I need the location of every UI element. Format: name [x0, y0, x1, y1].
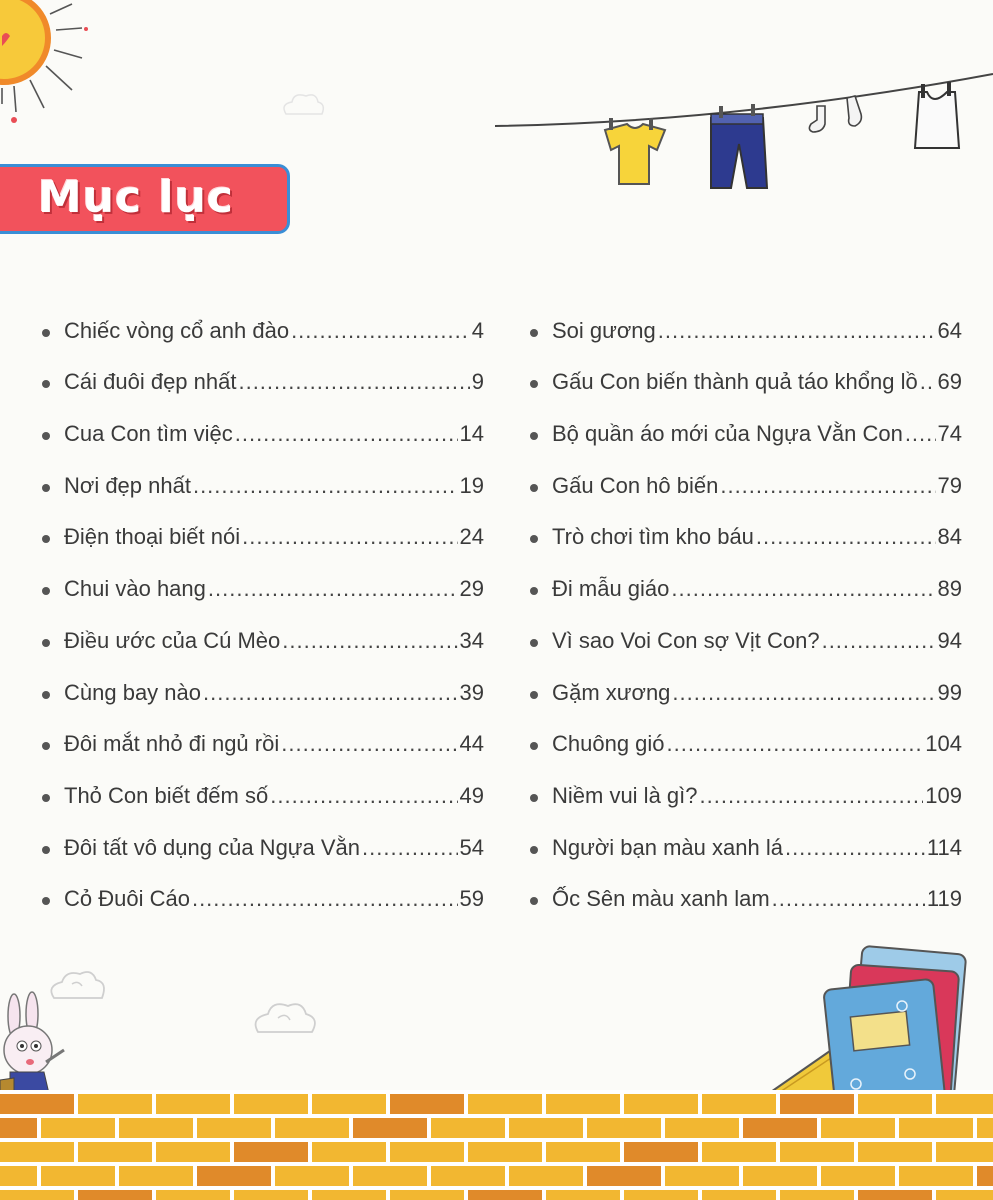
toc-entry-title: Cỏ Đuôi Cáo — [64, 886, 190, 912]
brick — [197, 1118, 271, 1138]
brick — [41, 1118, 115, 1138]
toc-entry-page: 19 — [459, 472, 484, 498]
toc-entry — [42, 602, 484, 654]
toc-leader-dots — [193, 473, 458, 499]
brick-wall — [0, 1090, 993, 1200]
brick — [390, 1190, 464, 1200]
brick — [936, 1142, 993, 1162]
toc-leader-dots — [667, 731, 924, 757]
toc-entry-page: 119 — [926, 886, 962, 912]
toc-entry-title: Thỏ Con biết đếm số — [64, 782, 269, 808]
bullet-icon — [530, 794, 538, 802]
bullet-icon — [42, 742, 50, 750]
toc-entry — [42, 706, 484, 758]
brick — [624, 1142, 698, 1162]
bullet-icon — [42, 535, 50, 543]
toc-leader-dots — [270, 783, 457, 809]
toc-entry — [530, 344, 962, 396]
toc-leader-dots — [756, 524, 936, 550]
toc-entry — [42, 809, 484, 861]
brick — [275, 1118, 349, 1138]
brick — [977, 1166, 993, 1186]
brick — [390, 1094, 464, 1114]
toc-leader-dots — [905, 421, 936, 447]
brick — [936, 1094, 993, 1114]
toc-entry — [42, 861, 484, 913]
toc-entry-title: Cái đuôi đẹp nhất — [64, 369, 237, 395]
brick — [665, 1118, 739, 1138]
toc-entry-title: Niềm vui là gì? — [552, 782, 698, 808]
toc-entry-page: 24 — [459, 524, 484, 550]
toc-entry-page: 104 — [925, 731, 962, 757]
toc-leader-dots — [203, 680, 458, 706]
brick — [353, 1166, 427, 1186]
toc-entry — [530, 861, 962, 913]
brick — [780, 1142, 854, 1162]
toc-entry — [42, 550, 484, 602]
bullet-icon — [530, 535, 538, 543]
bullet-icon — [530, 897, 538, 905]
toc-leader-dots — [235, 421, 458, 447]
brick — [0, 1094, 74, 1114]
brick — [353, 1118, 427, 1138]
toc-leader-dots — [671, 576, 935, 602]
toc-entry-page: 69 — [937, 369, 962, 395]
bullet-icon — [530, 639, 538, 647]
toc-entry-page: 44 — [459, 731, 484, 757]
toc-entry-page: 79 — [937, 472, 962, 498]
toc-leader-dots — [772, 886, 925, 912]
brick — [899, 1166, 973, 1186]
brick — [780, 1094, 854, 1114]
toc-entry-title: Đôi tất vô dụng của Ngựa Vằn — [64, 834, 361, 860]
toc-leader-dots — [242, 524, 457, 550]
brick — [624, 1190, 698, 1200]
toc-entry-title: Bộ quần áo mới của Ngựa Vằn Con — [552, 421, 903, 447]
toc-leader-dots — [785, 835, 925, 861]
brick — [0, 1166, 37, 1186]
bullet-icon — [530, 484, 538, 492]
sun-illustration — [0, 0, 100, 130]
toc-entry — [42, 654, 484, 706]
brick — [468, 1190, 542, 1200]
brick — [977, 1118, 993, 1138]
toc-entry — [530, 654, 962, 706]
brick — [665, 1166, 739, 1186]
bullet-icon — [530, 846, 538, 854]
brick — [41, 1166, 115, 1186]
toc-leader-dots — [282, 628, 457, 654]
toc-entry — [530, 809, 962, 861]
brick — [899, 1118, 973, 1138]
toc-entry-page: 99 — [937, 679, 962, 705]
bullet-icon — [42, 897, 50, 905]
toc-entry-page: 59 — [459, 886, 484, 912]
toc-entry-page: 89 — [937, 576, 962, 602]
bullet-icon — [530, 380, 538, 388]
toc-entry-title: Điện thoại biết nói — [64, 524, 241, 550]
toc-left-column — [42, 292, 484, 912]
toc-entry-title: Điều ước của Cú Mèo — [64, 627, 281, 653]
toc-entry-page: 4 — [471, 317, 484, 343]
toc-entry — [530, 292, 962, 344]
brick — [858, 1142, 932, 1162]
brick — [821, 1118, 895, 1138]
bullet-icon — [42, 639, 50, 647]
bullet-icon — [530, 587, 538, 595]
brick — [431, 1166, 505, 1186]
toc-leader-dots — [720, 473, 935, 499]
brick — [546, 1094, 620, 1114]
toc-entry — [530, 706, 962, 758]
brick — [587, 1166, 661, 1186]
toc-leader-dots — [672, 680, 935, 706]
toc-entry — [42, 395, 484, 447]
toc-entry-page: 74 — [937, 421, 962, 447]
bullet-icon — [42, 794, 50, 802]
toc-entry-page: 84 — [937, 524, 962, 550]
brick — [197, 1166, 271, 1186]
brick — [312, 1094, 386, 1114]
toc-entry-title: Gặm xương — [552, 679, 671, 705]
toc-entry-title: Gấu Con hô biến — [552, 472, 719, 498]
brick — [0, 1118, 37, 1138]
bullet-icon — [42, 484, 50, 492]
toc-leader-dots — [208, 576, 458, 602]
brick — [702, 1190, 776, 1200]
toc-entry-title: Đi mẫu giáo — [552, 576, 670, 602]
brick — [119, 1166, 193, 1186]
toc-entry-page: 64 — [937, 317, 962, 343]
toc-entry-title: Vì sao Voi Con sợ Vịt Con? — [552, 627, 820, 653]
cloud-icon — [278, 90, 328, 120]
bullet-icon — [42, 432, 50, 440]
toc-entry-page: 9 — [471, 369, 484, 395]
toc-leader-dots — [822, 628, 936, 654]
brick — [821, 1166, 895, 1186]
brick — [546, 1190, 620, 1200]
brick — [546, 1142, 620, 1162]
toc-entry — [530, 550, 962, 602]
brick — [156, 1094, 230, 1114]
toc-entry-title: Đôi mắt nhỏ đi ngủ rồi — [64, 731, 280, 757]
cloud-icon — [248, 996, 328, 1040]
toc-entry-page: 39 — [459, 679, 484, 705]
toc-leader-dots — [238, 369, 469, 395]
toc-entry — [42, 499, 484, 551]
toc-entry-title: Cùng bay nào — [64, 679, 201, 705]
brick — [858, 1190, 932, 1200]
toc-entry — [530, 602, 962, 654]
toc-entry-title: Ốc Sên màu xanh lam — [552, 886, 770, 912]
toc-entry-title: Nơi đẹp nhất — [64, 472, 191, 498]
toc-entry-title: Người bạn màu xanh lá — [552, 834, 783, 860]
bullet-icon — [530, 742, 538, 750]
toc-leader-dots — [281, 731, 457, 757]
page-title: Mục lục — [38, 172, 234, 223]
toc-entry-title: Chiếc vòng cổ anh đào — [64, 317, 290, 343]
bullet-icon — [42, 380, 50, 388]
brick — [78, 1190, 152, 1200]
brick — [743, 1166, 817, 1186]
toc-entry — [530, 499, 962, 551]
brick — [0, 1142, 74, 1162]
bullet-icon — [42, 329, 50, 337]
brick — [468, 1142, 542, 1162]
brick — [509, 1118, 583, 1138]
bullet-icon — [42, 846, 50, 854]
toc-entry-page: 49 — [459, 782, 484, 808]
brick — [936, 1190, 993, 1200]
brick — [156, 1142, 230, 1162]
toc-entry-page: 114 — [926, 834, 962, 860]
brick — [312, 1190, 386, 1200]
toc-right-column — [530, 292, 962, 912]
bullet-icon — [42, 691, 50, 699]
toc-entry-title: Trò chơi tìm kho báu — [552, 524, 754, 550]
toc-entry-page: 34 — [459, 627, 484, 653]
toc-entry-title: Gấu Con biến thành quả táo khổng lồ — [552, 369, 918, 395]
brick — [234, 1190, 308, 1200]
toc-entry-page: 14 — [459, 421, 484, 447]
toc-entry — [42, 344, 484, 396]
toc-leader-dots — [362, 835, 457, 861]
brick — [702, 1094, 776, 1114]
toc-entry — [42, 292, 484, 344]
bullet-icon — [530, 432, 538, 440]
brick — [312, 1142, 386, 1162]
bullet-icon — [530, 329, 538, 337]
brick — [858, 1094, 932, 1114]
brick — [156, 1190, 230, 1200]
toc-entry — [530, 757, 962, 809]
toc-entry-page: 94 — [937, 627, 962, 653]
brick — [390, 1142, 464, 1162]
brick — [587, 1118, 661, 1138]
clothesline-illustration — [495, 70, 993, 200]
toc-entry — [530, 447, 962, 499]
brick — [234, 1094, 308, 1114]
toc-entry-page: 109 — [925, 782, 962, 808]
brick — [78, 1094, 152, 1114]
toc-leader-dots — [920, 369, 936, 395]
brick — [78, 1142, 152, 1162]
brick — [702, 1142, 776, 1162]
toc-entry-page: 29 — [459, 576, 484, 602]
toc-entry — [42, 447, 484, 499]
toc-entry-title: Soi gương — [552, 317, 656, 343]
toc-entry-title: Chuông gió — [552, 731, 665, 757]
brick — [275, 1166, 349, 1186]
toc-leader-dots — [291, 318, 470, 344]
brick — [624, 1094, 698, 1114]
toc-entry — [42, 757, 484, 809]
toc-entry-title: Chui vào hang — [64, 576, 206, 602]
brick — [0, 1190, 74, 1200]
toc-entry — [530, 395, 962, 447]
brick — [234, 1142, 308, 1162]
bullet-icon — [42, 587, 50, 595]
toc-leader-dots — [658, 318, 936, 344]
brick — [509, 1166, 583, 1186]
bullet-icon — [530, 691, 538, 699]
brick — [119, 1118, 193, 1138]
brick — [468, 1094, 542, 1114]
toc-entry-title: Cua Con tìm việc — [64, 421, 233, 447]
brick — [780, 1190, 854, 1200]
toc-leader-dots — [192, 886, 458, 912]
brick — [431, 1118, 505, 1138]
brick — [743, 1118, 817, 1138]
toc-leader-dots — [700, 783, 924, 809]
toc-entry-page: 54 — [459, 834, 484, 860]
